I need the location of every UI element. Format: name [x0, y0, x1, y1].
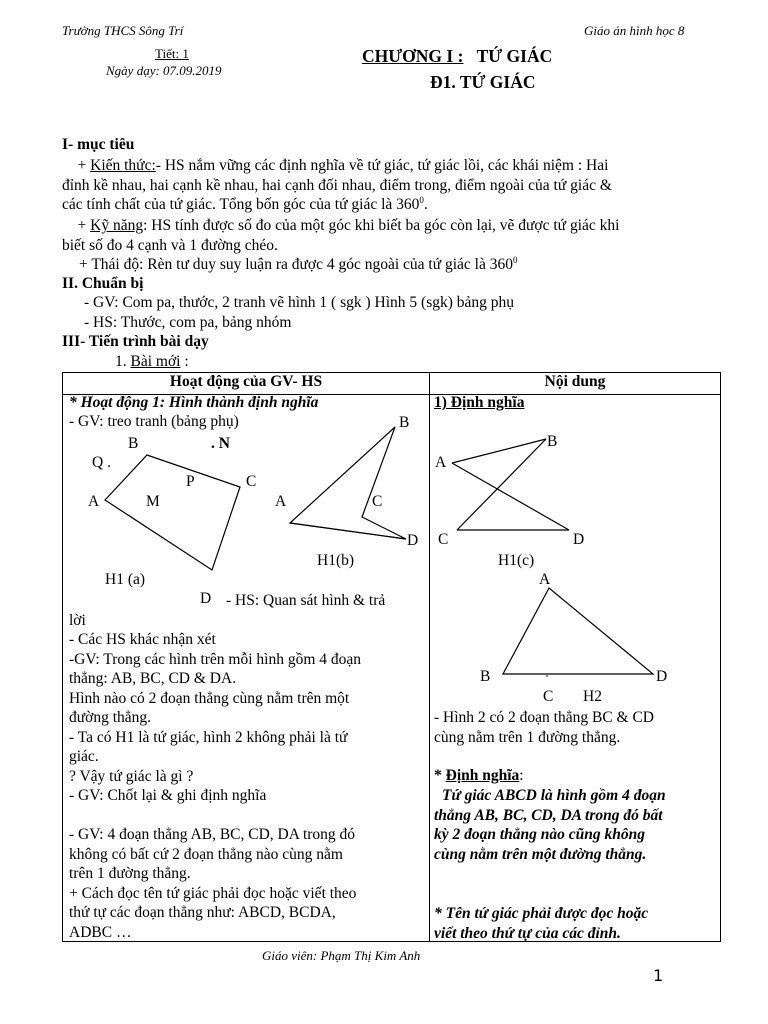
h1b-edge [290, 523, 406, 539]
h2-point-C [546, 675, 548, 677]
school-name: Trường THCS Sông Trí [62, 23, 184, 38]
label-h1b-B: B [399, 414, 410, 431]
chapter-label: CHƯƠNG I : [362, 46, 464, 66]
figure-h2 [503, 588, 653, 674]
label-h2-B: B [480, 668, 491, 685]
skill-line-2: biết số đo 4 cạnh và 1 đường chéo. [62, 236, 278, 254]
attitude-line [79, 256, 518, 274]
degree-mark: 0 [419, 194, 424, 205]
left-line-9: ? Vậy tứ giác là gì ? [69, 767, 194, 785]
label-h1a-D: D [200, 590, 212, 607]
label-h1b-D: D [407, 532, 419, 549]
h1c-BC [457, 439, 546, 530]
subject-name: Giáo án hình học 8 [584, 23, 685, 38]
left-line-7: - Ta có H1 là tứ giác, hình 2 không phải là tứ [69, 728, 348, 746]
preparation-gv: - GV: Com pa, thước, 2 tranh vẽ hình 1 ( sgk ) Hình 5 (sgk) bảng phụ [84, 294, 515, 311]
label-h1a-B: B [128, 435, 139, 452]
label-h1c-A: A [435, 454, 447, 471]
chapter-name: TỨ GIÁC [476, 46, 553, 66]
knowledge-label: Kiến thức: [90, 157, 156, 174]
knowledge-paragraph: + Kiến thức:- HS nắm vững các định nghĩa về tứ giác, tứ giác lồi, các khái niệm : Hai đỉnh kề nhau, hai cạnh kề nhau, hai cạnh đối nhau, điểm trong, điểm ngoài của tứ giác & các tính chất của tứ giác. Tổng bốn góc của tứ giác là $360^0$. [62, 156, 722, 215]
label-h1a-P: P [186, 473, 195, 490]
knowledge-line-2: đỉnh kề nhau, hai cạnh kề nhau, hai cạnh đối nhau, điểm trong, điểm ngoài của tứ giác & [62, 176, 612, 194]
left-column-text [69, 591, 424, 942]
col2-header-text: Nội dung [544, 373, 606, 390]
left-line-5: Hình nào có 2 đoạn thẳng cùng nằm trên một [69, 689, 350, 707]
left-line-14: trên 1 đường thẳng. [69, 865, 191, 882]
def-line-2: kỳ 2 đoạn thẳng nào cũng không [434, 826, 646, 843]
label-h1c-C: C [438, 531, 449, 548]
left-line-0: - HS: Quan sát hình & trả [226, 592, 386, 609]
knowledge-line-1: - HS nắm vững các định nghĩa về tứ giác, tứ giác lồi, các khái niệm : Hai [155, 157, 609, 174]
naming-line-1: viết theo thứ tự của các đỉnh. [434, 924, 621, 942]
lesson-title: Đ1. TỨ GIÁC [430, 72, 536, 92]
caption-h2: H2 [583, 688, 602, 705]
fig2-note-line-1: - Hình 2 có 2 đoạn thẳng BC & CD [434, 709, 654, 726]
left-line-17: ADBC … [69, 923, 132, 941]
left-line-6: đường thẳng. [69, 709, 152, 726]
label-h1a-M: M [146, 493, 160, 510]
objectives-heading: I- mục tiêu [62, 136, 135, 153]
new-lesson-line [115, 353, 189, 371]
degree-mark-2: 0 [513, 254, 518, 265]
label-h1b-A: A [275, 493, 287, 510]
preparation-heading: II. Chuẩn bị [62, 275, 144, 292]
label-h2-D: D [656, 668, 668, 685]
left-line-15: + Cách đọc tên tứ giác phải đọc hoặc viết theo [69, 884, 357, 902]
label-h1c-D: D [573, 531, 585, 548]
def-line-1: thẳng AB, BC, CD, DA trong đó bất [434, 806, 663, 824]
period-number: Tiết: 1 [155, 46, 189, 61]
chapter-title [362, 46, 552, 67]
def-line-3: cùng nằm trên một đường thẳng. [434, 845, 647, 863]
naming-note [434, 904, 719, 943]
definition-label: Định nghĩa [445, 767, 520, 784]
procedure-heading: III- Tiến trình bài dạy [62, 333, 209, 350]
left-line-8: giác. [69, 748, 99, 765]
skill-paragraph: + Kỹ năng: HS tính được số đo của một góc khi biết ba góc còn lại, vẽ được tứ giác khi biết số đo 4 cạnh và 1 đường chéo. [62, 216, 722, 255]
left-line-12: - GV: 4 đoạn thẳng AB, BC, CD, DA trong đó [69, 826, 356, 843]
label-h2-C: C [543, 688, 554, 705]
naming-line-0: * Tên tứ giác phải được đọc hoặc [434, 905, 649, 922]
fig2-note-line-2: cùng nằm trên 1 đường thẳng. [434, 728, 621, 746]
page-number: 1 [653, 966, 664, 985]
left-line-13: không có bất cứ 2 đoạn thẳng nào cùng nằm [69, 845, 343, 863]
caption-h1b: H1(b) [317, 552, 355, 569]
quadrilateral-h1b [290, 427, 406, 539]
new-lesson-label: Bài mới [130, 353, 181, 370]
left-line-2: - Các HS khác nhận xét [69, 631, 216, 648]
left-line-4: thẳng: AB, BC, CD & DA. [69, 670, 237, 687]
h1c-DA [452, 463, 569, 530]
teaching-date: Ngày dạy: 07.09.2019 [106, 63, 222, 78]
new-lesson-number: 1. [115, 353, 127, 370]
caption-h1a: H1 (a) [105, 571, 146, 588]
label-h2-A: A [539, 571, 551, 588]
label-h1a-N: . N [211, 435, 230, 452]
definition-text [434, 786, 719, 864]
label-h1c-B: B [547, 433, 558, 450]
label-h1b-C: C [372, 493, 383, 510]
label-h1a-C: C [246, 473, 257, 490]
label-h1a-A: A [88, 493, 100, 510]
left-line-10: - GV: Chốt lại & ghi định nghĩa [69, 787, 267, 804]
label-h1a-Q: Q . [92, 454, 111, 471]
left-line-1: lời [69, 611, 86, 629]
left-line-11 [69, 806, 424, 826]
definition-heading: 1) Định nghĩa [434, 394, 525, 411]
h1c-AB [452, 439, 546, 463]
teacher-name: Giáo viên: Phạm Thị Kim Anh [262, 948, 421, 963]
col1-header-text: Hoạt động của GV- HS [169, 373, 323, 390]
new-lesson-colon: : [184, 353, 189, 370]
fig2-note [434, 708, 719, 747]
attitude-text: + Thái độ: Rèn tư duy suy luận ra được 4 góc ngoài của tứ giác là 360 [79, 256, 513, 273]
skill-line-1: : HS tính được số đo của một góc khi biết ba góc còn lại, vẽ được tứ giác khi [143, 217, 620, 234]
activity-title: * Hoạt động 1: Hình thành định nghĩa [69, 394, 319, 411]
left-line-16: thứ tự các đoạn thẳng như: ABCD, BCDA, [69, 904, 336, 921]
knowledge-line-3: các tính chất của tứ giác. Tổng bốn góc của tứ giác là 360 [62, 196, 420, 213]
left-line-3: -GV: Trong các hình trên mỗi hình gồm 4 đoạn [69, 650, 362, 668]
quadrilateral-h1a [105, 455, 240, 570]
definition-label-line: * Định nghĩa: [434, 767, 524, 784]
caption-h1c: H1(c) [498, 552, 535, 569]
preparation-hs: - HS: Thước, com pa, bảng nhóm [84, 314, 292, 331]
skill-label: Kỹ năng [90, 217, 144, 234]
def-line-0: Tứ giác ABCD là hình gồm 4 đoạn [442, 787, 666, 804]
gv-board-note: - GV: treo tranh (bảng phụ) [69, 413, 239, 430]
